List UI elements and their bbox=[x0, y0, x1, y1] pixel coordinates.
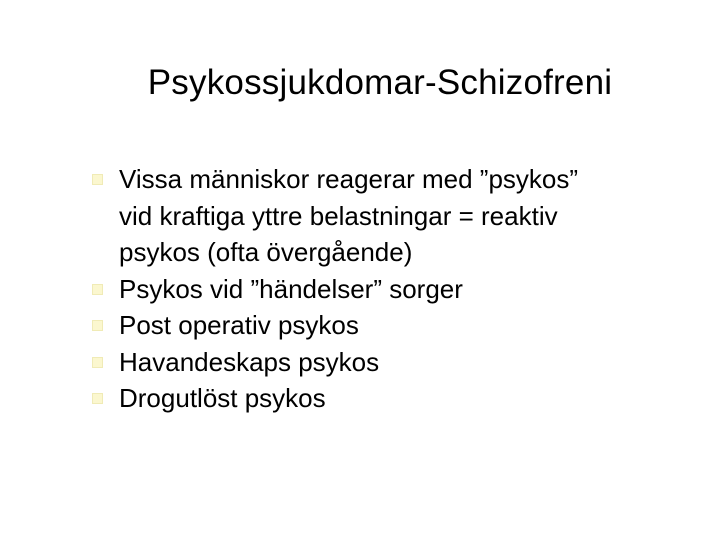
square-bullet-icon bbox=[92, 174, 103, 185]
square-bullet-icon bbox=[92, 284, 103, 295]
bullet-item bbox=[92, 307, 672, 344]
bullet-text: Post operativ psykos bbox=[119, 310, 359, 340]
bullet-text: Psykos vid ”händelser” sorger bbox=[119, 273, 463, 304]
square-bullet-icon bbox=[92, 320, 103, 331]
square-bullet-icon bbox=[92, 393, 103, 404]
slide-title: Psykossjukdomar-Schizofreni bbox=[147, 63, 613, 102]
bullet-text: Vissa människor reagerar med ”psykos” vid kraftiga yttre belastningar = reaktiv psykos (ofta övergående) bbox=[119, 164, 579, 267]
bullet-text: Drogutlöst psykos bbox=[119, 383, 326, 413]
bullet-item bbox=[92, 161, 672, 271]
square-bullet-icon bbox=[92, 357, 103, 368]
bullet-text: Havandeskaps psykos bbox=[119, 346, 380, 377]
bullet-item bbox=[92, 344, 672, 381]
bullet-item bbox=[92, 271, 672, 308]
bullet-list bbox=[92, 161, 672, 417]
bullet-item bbox=[92, 380, 672, 417]
